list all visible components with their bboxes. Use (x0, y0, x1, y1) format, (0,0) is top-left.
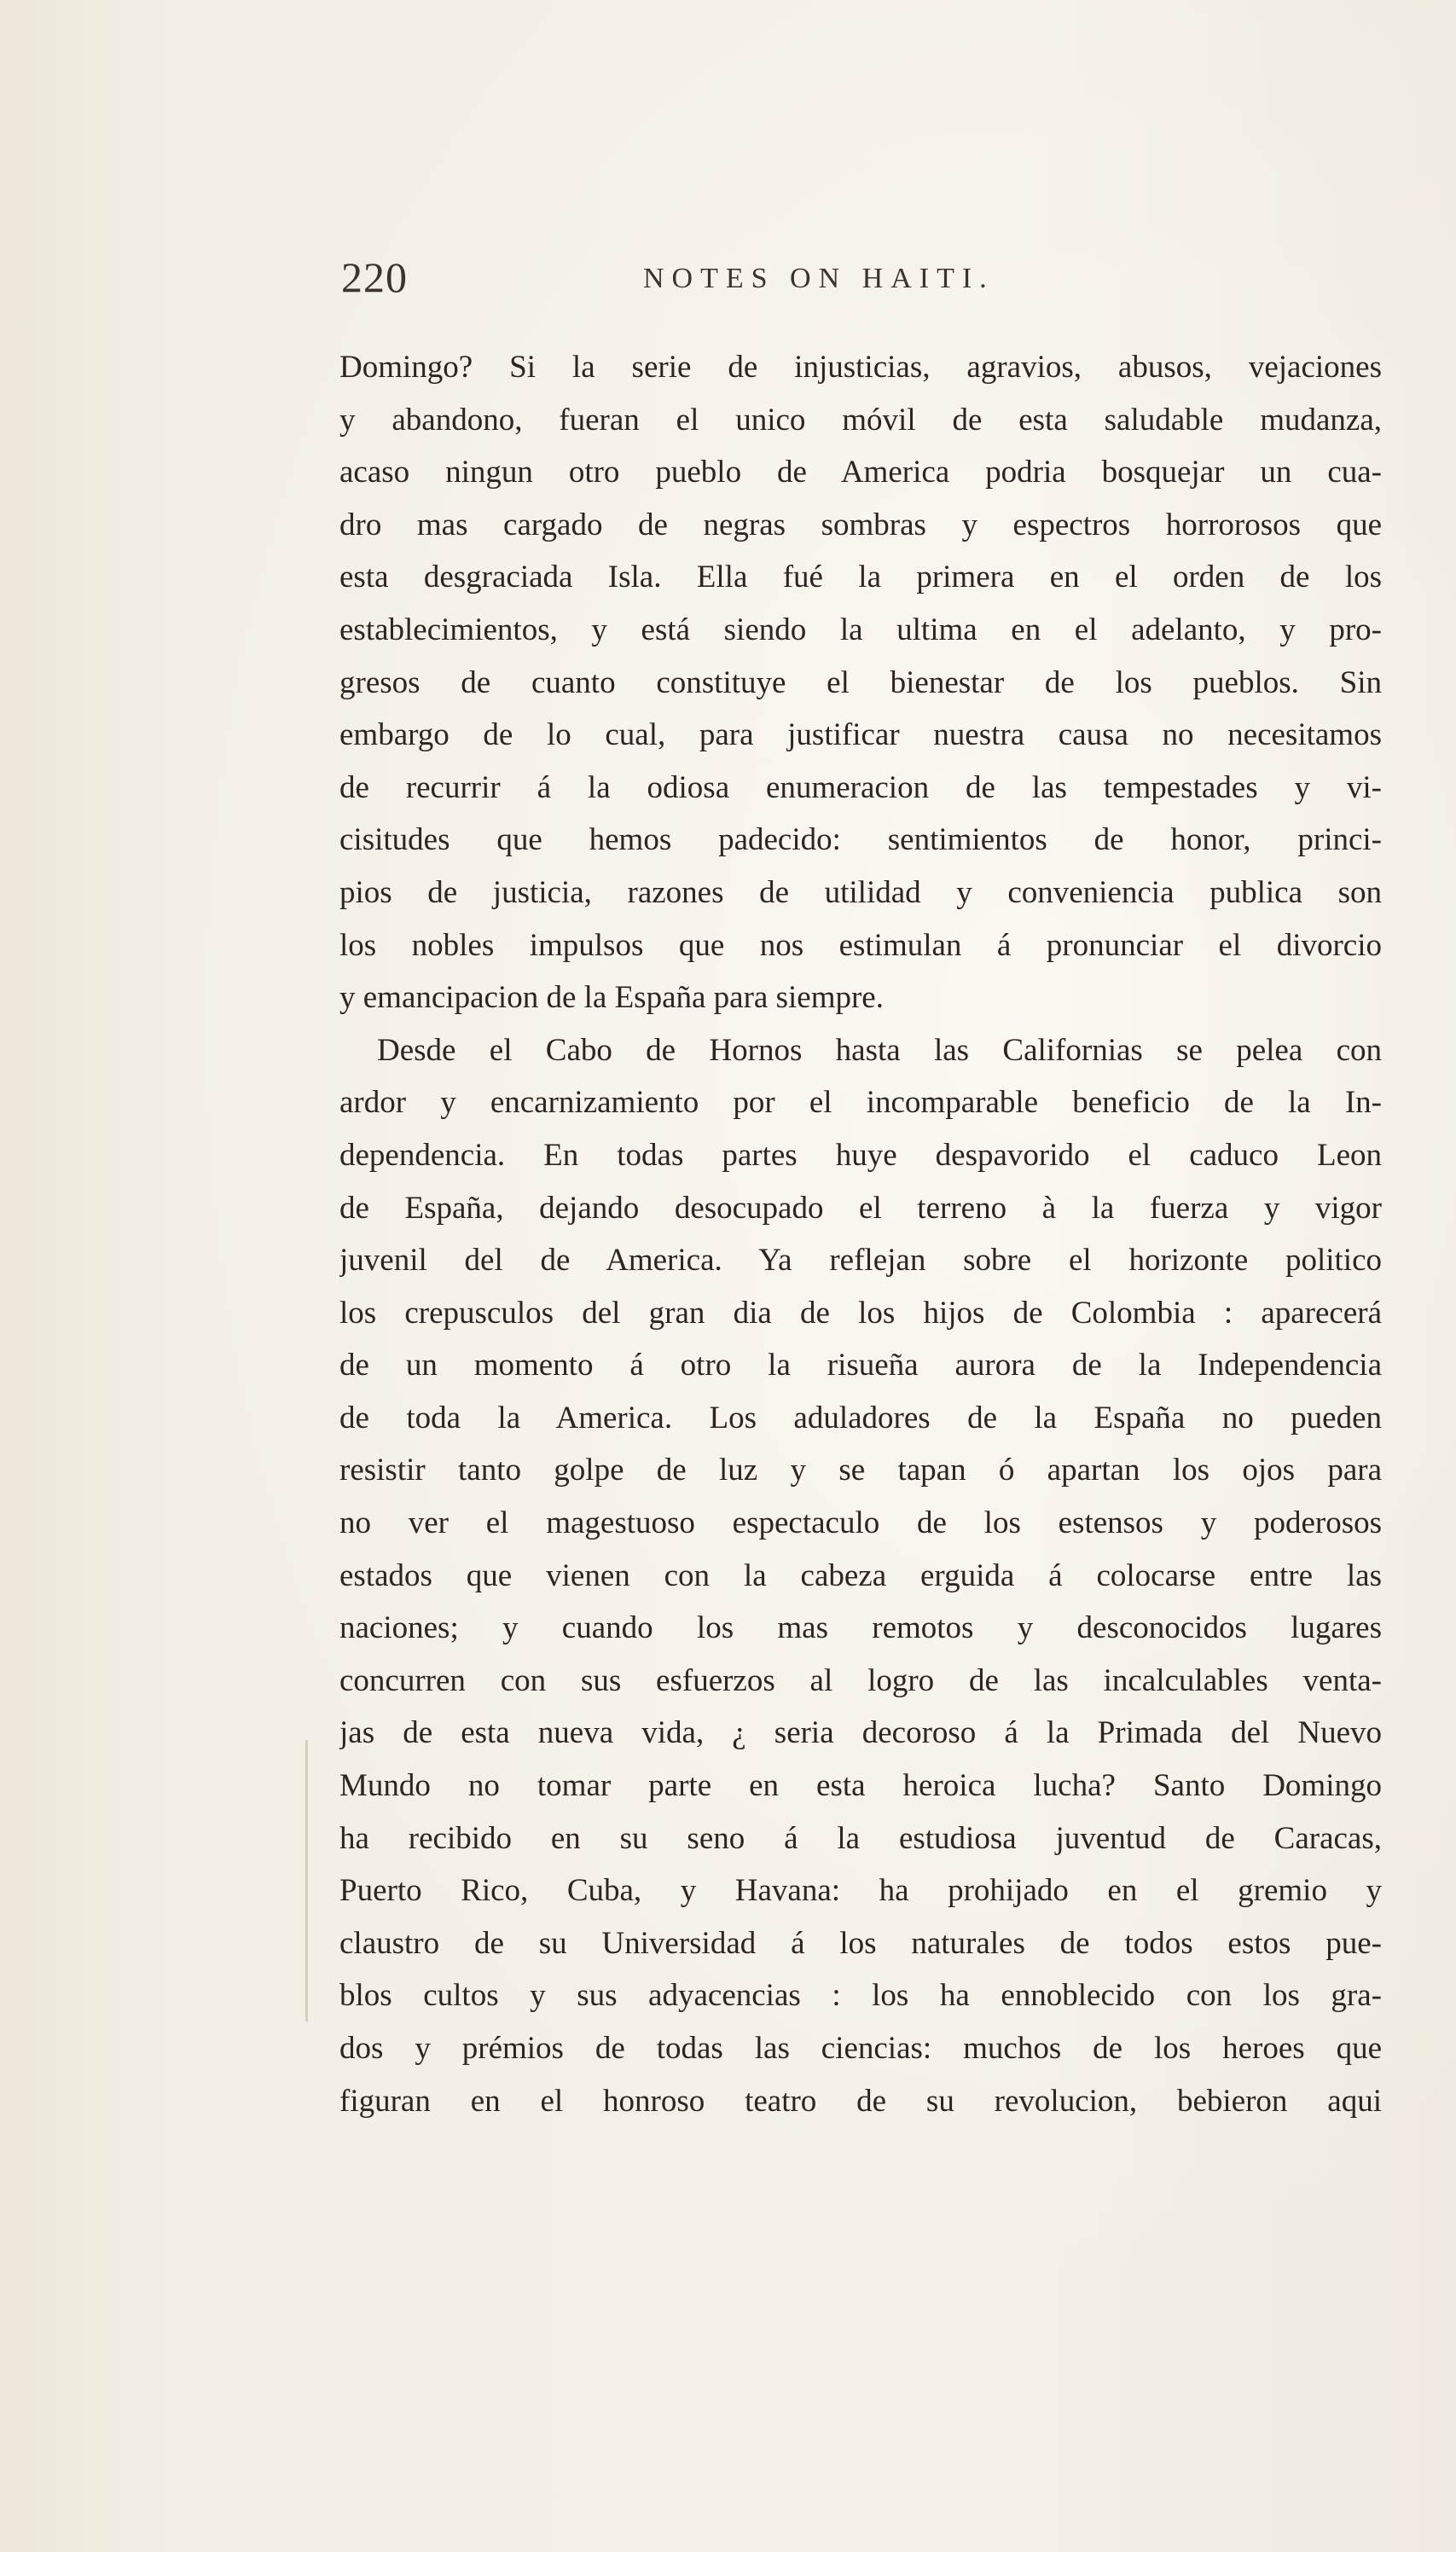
text-line: Desde el Cabo de Hornos hasta las Californias se pelea con (377, 1032, 1382, 1068)
text-line: dro mas cargado de negras sombras y espectros horrorosos que (339, 507, 1382, 542)
text-line: Domingo? Si la serie de injusticias, agravios, abusos, vejaciones (339, 350, 1382, 385)
text-line: figuran en el honroso teatro de su revolucion, bebieron aqui (339, 2083, 1382, 2119)
text-line: pios de justicia, razones de utilidad y conveniencia publica son (339, 874, 1382, 910)
text-line: los crepusculos del gran dia de los hijos de Colombia : aparecerá (339, 1295, 1382, 1331)
text-line: acaso ningun otro pueblo de America podria bosquejar un cua- (339, 455, 1382, 490)
text-line: de España, dejando desocupado el terreno à la fuerza y vigor (339, 1190, 1382, 1226)
text-line: naciones; y cuando los mas remotos y desconocidos lugares (339, 1610, 1382, 1646)
text-line: jas de esta nueva vida, ¿ seria decoroso á la Primada del Nuevo (339, 1715, 1382, 1751)
text-line: juvenil del de America. Ya reflejan sobre el horizonte politico (339, 1243, 1382, 1279)
text-line: claustro de su Universidad á los naturales de todos estos pue- (339, 1925, 1382, 1961)
page-number: 220 (341, 253, 408, 301)
text-line: los nobles impulsos que nos estimulan á pronunciar el divorcio (339, 927, 1382, 963)
text-line: dos y prémios de todas las ciencias: muchos de los heroes que (339, 2031, 1382, 2066)
text-line: y abandono, fueran el unico móvil de esta saludable mudanza, (339, 402, 1382, 438)
text-line: y emancipacion de la España para siempre. (339, 980, 884, 1016)
page-header (341, 252, 1109, 304)
text-line: establecimientos, y está siendo la ultima en el adelanto, y pro- (339, 612, 1382, 647)
text-line: Mundo no tomar parte en esta heroica lucha? Santo Domingo (339, 1768, 1382, 1804)
text-line: ardor y encarnizamiento por el incomparable beneficio de la In- (339, 1085, 1382, 1121)
text-line: de toda la America. Los aduladores de la España no pueden (339, 1400, 1382, 1436)
text-line: embargo de lo cual, para justificar nuestra causa no necesitamos (339, 717, 1382, 753)
margin-mark (305, 1740, 308, 2021)
text-line: estados que vienen con la cabeza erguida á colocarse entre las (339, 1557, 1382, 1593)
text-line: de recurrir á la odiosa enumeracion de las tempestades y vi- (339, 769, 1382, 805)
body-text (339, 341, 1382, 2127)
text-line: dependencia. En todas partes huye despavorido el caduco Leon (339, 1137, 1382, 1173)
text-line: esta desgraciada Isla. Ella fué la primera en el orden de los (339, 560, 1382, 595)
text-line: Puerto Rico, Cuba, y Havana: ha prohijado en el gremio y (339, 1873, 1382, 1909)
text-line: no ver el magestuoso espectaculo de los estensos y poderosos (339, 1505, 1382, 1541)
text-line: gresos de cuanto constituye el bienestar de los pueblos. Sin (339, 664, 1382, 700)
text-line: de un momento á otro la risueña aurora de la Independencia (339, 1348, 1382, 1383)
text-line: ha recibido en su seno á la estudiosa juventud de Caracas, (339, 1820, 1382, 1856)
text-line: blos cultos y sus adyacencias : los ha ennoblecido con los gra- (339, 1978, 1382, 2014)
running-head: NOTES ON HAITI. (643, 263, 995, 294)
text-line: resistir tanto golpe de luz y se tapan ó apartan los ojos para (339, 1453, 1382, 1488)
text-line: cisitudes que hemos padecido: sentimientos de honor, princi- (339, 822, 1382, 858)
text-line: concurren con sus esfuerzos al logro de las incalculables venta- (339, 1662, 1382, 1698)
